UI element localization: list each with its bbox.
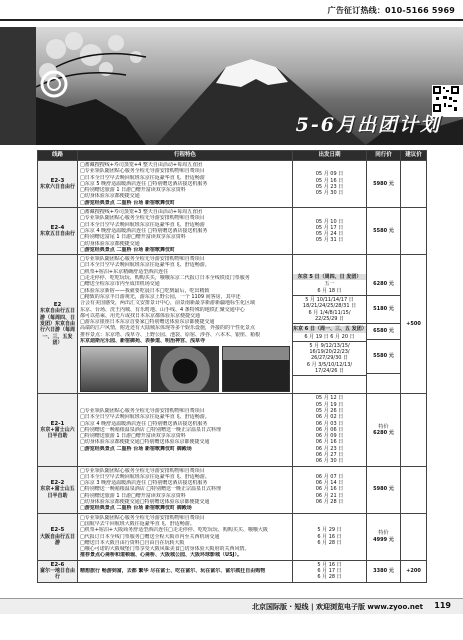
feature-line: □蓄藏搜搜线+寿司蒸笼+4 整天自由活动+每周五直团 — [80, 162, 203, 168]
date-entry: 6 月 3/5/10/12/13/ — [306, 361, 353, 368]
price-value: 5180 元 — [373, 306, 394, 313]
date-entry: 18/21/24/25/28/31 日 — [302, 303, 357, 310]
date-entry: 6 月 28 日 — [317, 539, 342, 546]
dates-cell — [293, 255, 367, 394]
col-header-dates: 出发日期 — [293, 151, 367, 161]
price-cell — [367, 394, 401, 466]
route-name: 大阪自由行五日游 — [39, 533, 75, 546]
features-cell — [78, 255, 293, 394]
feature-line: □专业领队随团贴心服务全程无导游安排购物和自费项目 — [80, 215, 205, 222]
table-row — [38, 161, 427, 208]
feature-line: □日本全日空早去晚回航班东京往返豪华直飞、舒适畅游。 — [80, 473, 210, 480]
date-entry: 06 月 30 日 — [315, 458, 344, 465]
date-entry: 26/27/29/30 日 — [310, 355, 349, 362]
feature-line: □游览经典景点 二重桥 台场 新宿歌舞伎町 御殿场 — [80, 505, 192, 512]
price-label: 特价 — [378, 530, 389, 537]
date-entry: 05 月 23 日 — [315, 184, 344, 191]
date-entry: 16/19/20/22/23/ — [309, 349, 350, 356]
date-entry: 05 月 30 日 — [315, 190, 344, 197]
feature-line: □游东京银座日本东京首要家□特别赠送体验东京都便捷交通 — [80, 319, 215, 326]
date-entry: 05 月 10 日 — [315, 218, 344, 225]
feature-line: 东京、台场、洗王内城、有乐町地、山手线、4 条特殊的地铁汇聚交通中心 — [80, 306, 245, 313]
date-entry: 05 月 16 日 — [315, 177, 344, 184]
feature-line: 都可以搭乘、用光片或找日本东京都体验东京便捷交通 — [80, 312, 201, 319]
col-header-features: 行程特色 — [78, 151, 293, 161]
feature-line: □游览经典景点 二重桥 台场 新宿歌舞伎町 御殿场 — [80, 445, 192, 452]
price-label: 特价 — [378, 423, 389, 430]
feature-line: □专业领队随团贴心服务全程无导游安排购物和自费项目 — [80, 168, 205, 175]
price-value: 5580 元 — [373, 353, 394, 360]
feature-line: □精致的东京半日游观光，游东京上野公园，一个 1109 间客房，其中还 — [80, 293, 241, 300]
feature-line: □专业领队随团贴心服务全程无导游安排购物和自费项目 — [80, 467, 205, 474]
tour-photos — [80, 346, 290, 392]
feature-line: □赠送全程东京市内至成田机场交通 — [80, 281, 160, 288]
suggested-price-cell: +500 — [401, 255, 427, 394]
route-code: E2 — [53, 302, 62, 309]
suggested-price-cell — [401, 513, 427, 560]
feature-line: □特别赠送旅游 1 日游□赠开富读双享东京资料 — [80, 433, 186, 440]
feature-line: □日本全日空早去晚回航班东京往返豪华直飞、舒适畅游 — [80, 174, 205, 181]
date-entry: 6 月 16 日 — [317, 533, 342, 540]
features-cell — [78, 394, 293, 466]
feature-line: 东京迪斯尼乐园、新宿御苑、表参道、明治神宫、浅草寺 — [80, 338, 206, 345]
date-entry: 06 月 27 日 — [315, 451, 344, 458]
agency-logo-icon — [40, 70, 68, 98]
feature-line: □特别赠送旅游 1 日游□赠开富读双享东京资料 — [80, 187, 186, 194]
route-cell — [38, 466, 78, 513]
price-block — [367, 324, 400, 340]
date-entry: 5 月 9/12/13/15/ — [309, 342, 350, 349]
feature-line: 高端的江户风情，附近还有大陆城东体现等多个娱乐设施，外接的的个性化景点 — [80, 325, 256, 332]
feature-line: 精想旅行 畅游到富，去都 繁华 尽在富士、吃在富尔、玩在富尔、富尔疯狂自由购物 — [80, 568, 266, 575]
date-entry: 6 月 1/4/8/11/15/ — [308, 309, 351, 316]
route-code: E2-5 — [50, 527, 65, 534]
price-value: 5980 元 — [373, 180, 394, 187]
date-entry: 05 月 19 日 — [315, 401, 344, 408]
route-name: 东京+富士山五日半自助 — [40, 486, 75, 499]
ad-hotline: 广告征订热线：010-5166 5969 — [327, 6, 455, 15]
table-row — [38, 466, 427, 513]
photo-lantern — [151, 346, 219, 392]
date-entry: 6 月 17 日 — [317, 568, 342, 575]
date-block — [293, 324, 366, 342]
date-entry: 22/25/29 日 — [314, 315, 345, 322]
price-value: 6280 元 — [373, 429, 394, 436]
banner-image — [36, 27, 463, 145]
price-cell — [367, 513, 401, 560]
date-block — [293, 272, 366, 296]
table-row — [38, 255, 427, 394]
feature-line: □特别赠送一晚箱根温泉酒店 □特别赠送一晚正宗温泉日式料理 — [80, 486, 222, 493]
table-header-row — [38, 151, 427, 161]
feature-line: □切身体验东京都便捷交通□特别赠送体验东京都便捷交通 — [80, 499, 210, 506]
feature-line: □特别赠送旅游 1 日游□赠开富读双享东京资料 — [80, 492, 186, 499]
top-header — [0, 0, 463, 24]
feature-line: □机票+宿泊+大阪商务舒适型酒店连住□走走停停、吃吃玩玩、购购买买、哦哦大阪 — [80, 527, 268, 534]
features-cell — [78, 560, 293, 582]
photo-shrine — [222, 346, 290, 392]
price-block — [367, 296, 400, 324]
photo-temple — [80, 346, 148, 392]
date-entry: 06 月 07 日 — [315, 473, 344, 480]
date-entry: 6 月 28 日 — [317, 574, 342, 581]
feature-line: □走走停停、吃吃玩玩、购购买买，哦哦东京二代报订日本全线铁皮门票服务 — [80, 275, 250, 282]
feature-line: 合会有美国感受，两出汇文安排景计中心，前景南新最享新游新疆地标生化区域 — [80, 300, 256, 307]
feature-line: □游览经典景点 二重桥 台场 新宿歌舞伎町 — [80, 246, 175, 253]
suggested-price-cell: +200 — [401, 560, 427, 582]
date-entry: 05 月 31 日 — [315, 237, 344, 244]
feature-line: 推荐景点心斋桥和道顿堀、心斋桥、大阪城公园、大阪环球影城（USJ）。 — [80, 552, 243, 559]
feature-line: □哦心可诺的大阪城堡门票享受大阪风味美食□切身体验大阪府的关西风情。 — [80, 546, 250, 553]
table-row — [38, 208, 427, 255]
price-value: 6280 元 — [373, 281, 394, 288]
suggested-price-cell — [401, 394, 427, 466]
dates-cell — [293, 513, 367, 560]
feature-line: □日本全日空早去晚回航班东京往返豪华直飞、舒适畅游 — [80, 221, 205, 228]
price-value: 5980 元 — [373, 486, 394, 493]
price-value: 6580 元 — [373, 328, 394, 335]
date-entry: 06 月 02 日 — [315, 414, 344, 421]
dates-cell — [293, 394, 367, 466]
date-entry: 05 月 17 日 — [315, 224, 344, 231]
route-cell — [38, 560, 78, 582]
price-block — [367, 340, 400, 375]
suggested-price-cell — [401, 161, 427, 208]
feature-line: □特别赠送一晚箱根温泉酒店 □特别赠送一晚正宗温泉日式料理 — [80, 426, 222, 433]
route-name: 东京五日自由行 — [39, 231, 75, 238]
route-name: 富尔一地日自由行 — [39, 568, 75, 581]
date-block-head: 东京 5 日（周四、日 发团） — [293, 274, 366, 280]
date-entry: 6 月 18 日 — [317, 287, 342, 294]
feature-line: □专业领队随团贴心服务全程无导游安排购物和自费项目 — [80, 514, 205, 521]
date-block — [293, 342, 366, 376]
route-name: 东京自由行五日游（每周四、日发团）东京自由行六日游（每周一、三、五发团） — [39, 308, 75, 346]
price-cell — [367, 466, 401, 513]
feature-line: □专业领队随团贴心服务全程无导游安排购物和自费项目 — [80, 256, 205, 263]
price-value: 3380 元 — [373, 568, 394, 575]
feature-line: □专业领队随团贴心服务全程无导游安排购物和自费项目 — [80, 407, 205, 414]
feature-line: □日本全日空早去晚回航班东京往返豪华直飞、舒适畅游。 — [80, 414, 210, 421]
feature-line: □东京 3 晚舒适温暖酒店连住 □特别赠送酒店接送机服务 — [80, 480, 208, 487]
feature-line: □东京 4 晚舒适温暖酒店连住 □特别赠送酒店接送机服务 — [80, 420, 208, 427]
tour-schedule-table — [37, 150, 427, 583]
features-cell — [78, 466, 293, 513]
suggested-price-cell — [401, 466, 427, 513]
features-cell — [78, 161, 293, 208]
date-entry: 五一 — [324, 281, 335, 288]
route-cell — [38, 208, 78, 255]
features-cell — [78, 208, 293, 255]
dates-cell — [293, 466, 367, 513]
route-code: E2-6 — [50, 561, 65, 568]
price-value: 5580 元 — [373, 227, 394, 234]
feature-line: □切身体验东京都便捷交通 — [80, 193, 140, 200]
feature-line: □机票+宿泊+东京精确舒适型酒店连住 — [80, 268, 169, 275]
route-code: E2-1 — [50, 420, 65, 427]
date-entry: 06 月 28 日 — [315, 499, 344, 506]
route-name: 东京六日自由行 — [39, 184, 75, 191]
features-cell — [78, 513, 293, 560]
date-block — [293, 296, 366, 324]
feature-line: □蓄藏搜搜线+寿司蒸笼+3 整天自由活动+每周五直团 — [80, 209, 203, 216]
feature-line: □代报订日本全线门票服务□赠送全程大阪市内至关西机场交通 — [80, 533, 220, 540]
route-cell — [38, 513, 78, 560]
date-entry: 6 月 19 日 6 月 20 日 — [304, 333, 355, 340]
feature-line: □切身体验东京都便捷交通□特别赠送体验东京都便捷交通 — [80, 439, 210, 446]
dates-cell — [293, 161, 367, 208]
date-entry: 17/24/26 日 — [314, 368, 345, 375]
feature-line: □东京 4 晚舒适温暖酒店连住 □特别赠送酒店接送机服务 — [80, 227, 208, 234]
date-entry: 06 月 21 日 — [315, 492, 344, 499]
date-entry: 05 月 26 日 — [315, 407, 344, 414]
date-entry: 06 月 03 日 — [315, 420, 344, 427]
date-entry: 5 月 16 日 — [317, 561, 342, 568]
route-cell — [38, 394, 78, 466]
col-header-route: 线路 — [38, 151, 78, 161]
route-code: E2-3 — [50, 177, 65, 184]
price-cell — [367, 161, 401, 208]
route-code: E2-4 — [50, 224, 65, 231]
route-code: E2-2 — [50, 480, 65, 487]
col-header-peer-price: 同行价 — [367, 151, 401, 161]
page-footer — [0, 598, 463, 614]
dates-cell — [293, 208, 367, 255]
feature-line: □国航早去午回航班大阪往返豪华直飞、舒适畅游。 — [80, 520, 195, 527]
feature-line: □体验东京新宿——我就要吃晨日本□吃到最后，吃出精致 — [80, 287, 210, 294]
feature-line: □赠送日本大阪自由行资料□自由自在玩转大阪 — [80, 539, 185, 546]
date-block-head: 东京 6 日（周一、三、五 发团） — [293, 326, 367, 333]
col-header-suggested-price: 建议价 — [401, 151, 427, 161]
suggested-price-cell — [401, 208, 427, 255]
dates-cell — [293, 560, 367, 582]
feature-line: □游览经典景点 二重桥 台场 新宿歌舞伎町 — [80, 199, 175, 206]
date-entry: 05 月 24 日 — [315, 231, 344, 238]
table-row — [38, 560, 427, 582]
route-cell — [38, 161, 78, 208]
price-value: 4999 元 — [373, 536, 394, 543]
banner-title: 5-6月出团计划 — [295, 114, 441, 136]
price-cell — [367, 208, 401, 255]
date-entry: 06 月 23 日 — [315, 445, 344, 452]
date-entry: 06 月 16 日 — [315, 439, 344, 446]
price-cell — [367, 560, 401, 582]
route-name: 东京+富士山六日半自助 — [40, 426, 75, 440]
price-block — [367, 274, 400, 296]
feature-line: 推荐景点：东京塔、浅草寺、上野公园、池袋、原宿、涉谷、六本木、银座、箱根 — [80, 331, 261, 338]
price-cell — [367, 255, 401, 394]
footer-text: 北京国际版 · 短线 | 欢迎浏览电子版 www.zyoo.net — [251, 603, 423, 611]
date-entry: 06 月 06 日 — [315, 426, 344, 433]
feature-line: □特别赠送富尾 1 日游□赠开富读双享东京资料 — [80, 234, 186, 241]
date-entry: 06 月 09 日 — [315, 433, 344, 440]
table-row — [38, 394, 427, 466]
date-entry: 06 月 16 日 — [315, 486, 344, 493]
date-entry: 05 月 09 日 — [315, 171, 344, 178]
header-rule — [0, 19, 463, 21]
date-entry: 5 月 29 日 — [317, 527, 342, 534]
banner-side-strip — [0, 27, 36, 145]
table-row — [38, 513, 427, 560]
date-entry: 05 月 12 日 — [315, 395, 344, 402]
feature-line: □东京 5 晚舒适温暖酒店连住 □特别赠送酒店接送机服务 — [80, 180, 208, 187]
date-entry: 06 月 14 日 — [315, 480, 344, 487]
page-number: 119 — [434, 601, 451, 610]
feature-line: □切身体验东京都便捷交通 — [80, 240, 140, 247]
feature-line: □日本全日空早去晚回航班东京往返豪华直飞、舒适畅游。 — [80, 262, 210, 269]
route-cell — [38, 255, 78, 394]
date-entry: 5 月 10/11/14/17 日 — [305, 297, 354, 304]
